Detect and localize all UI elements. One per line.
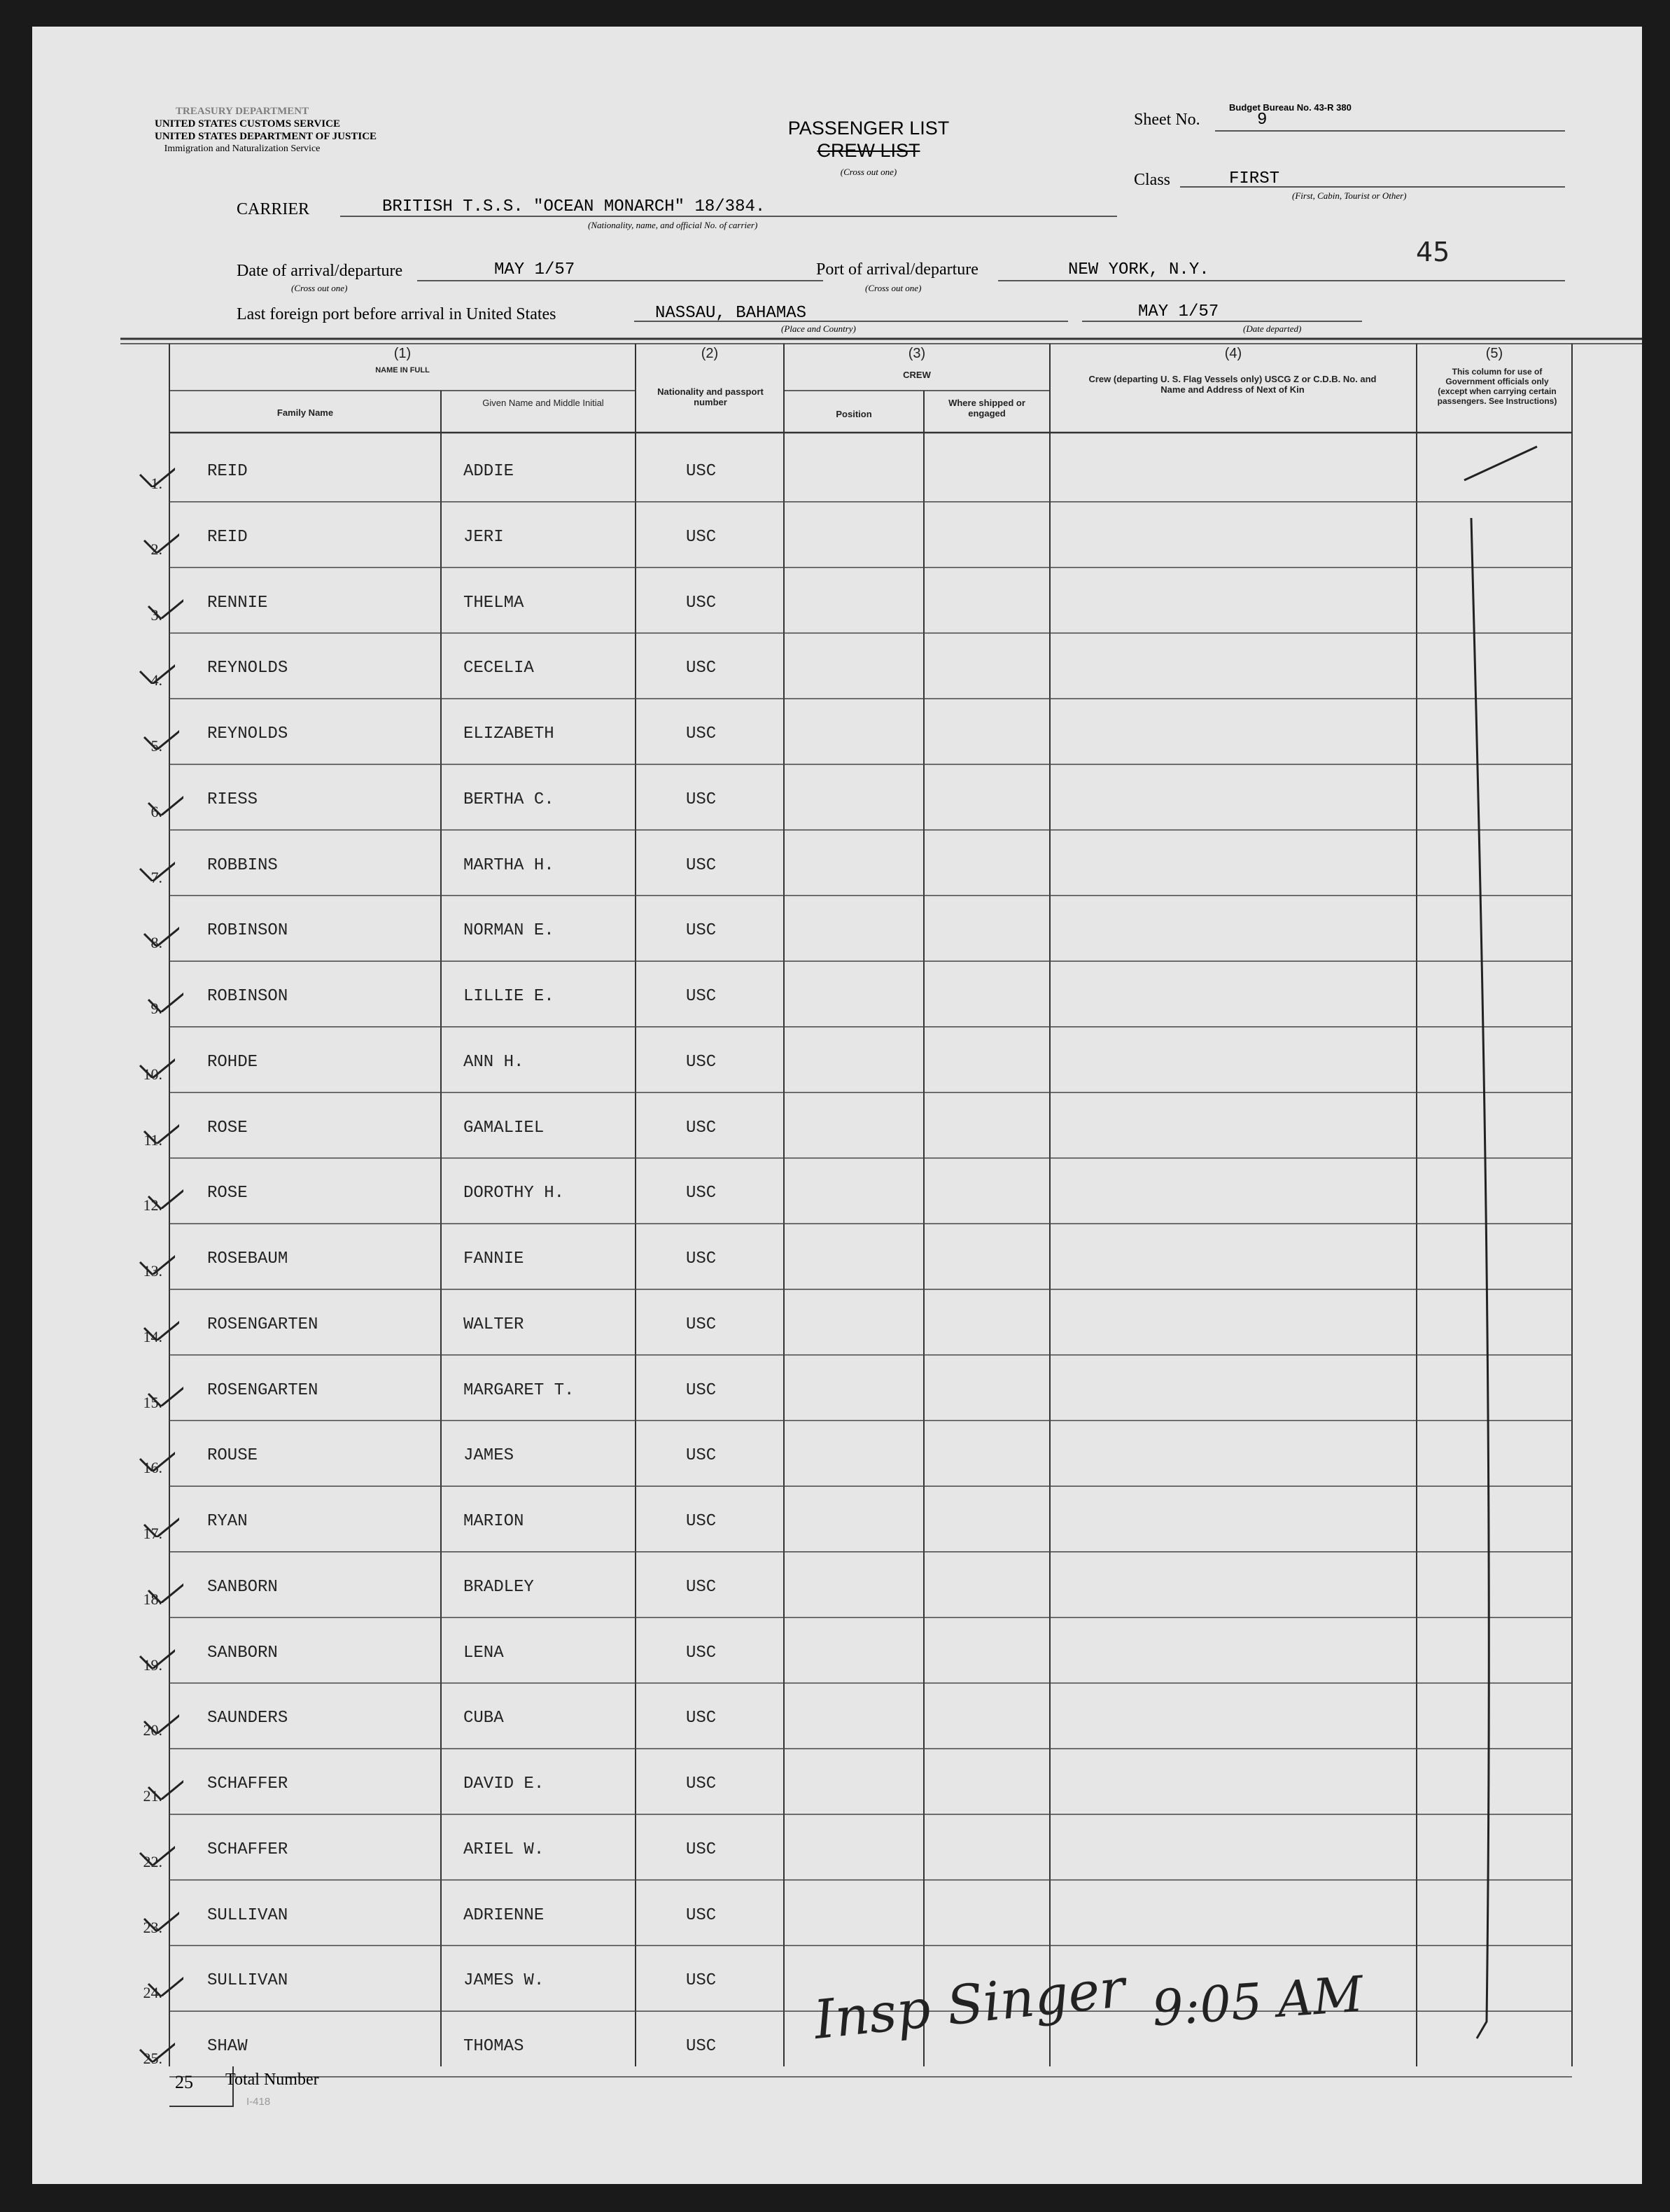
- family-name: REID: [207, 462, 248, 481]
- given-name: JAMES: [463, 1446, 514, 1466]
- row-number: 22.: [143, 1852, 162, 1870]
- last-port-label: Last foreign port before arrival in United States: [237, 305, 556, 323]
- family-name: SCHAFFER: [207, 1774, 288, 1793]
- given-name: JAMES W.: [463, 1971, 545, 1991]
- family-name: REYNOLDS: [207, 724, 288, 743]
- sheet-label: Sheet No.: [1134, 111, 1200, 129]
- row-number: 4.: [150, 671, 162, 690]
- given-name: ELIZABETH: [463, 724, 554, 743]
- agency-line-3: UNITED STATES DEPARTMENT OF JUSTICE: [155, 131, 377, 142]
- nationality: USC: [686, 462, 717, 481]
- date-arrival-label: Date of arrival/departure: [237, 262, 403, 280]
- given-name: DAVID E.: [463, 1774, 545, 1793]
- nationality: USC: [686, 1840, 717, 1859]
- family-name: SANBORN: [207, 1577, 278, 1597]
- family-name: RENNIE: [207, 593, 268, 612]
- nationality: USC: [686, 1315, 717, 1334]
- given-name: CECELIA: [463, 659, 534, 678]
- total-value: 25: [175, 2072, 193, 2092]
- carrier-label: CARRIER: [237, 200, 310, 218]
- row-number: 9.: [150, 1000, 162, 1017]
- class-label: Class: [1134, 171, 1171, 189]
- col2-title: Nationality and passport number: [657, 386, 764, 407]
- given-name: FANNIE: [463, 1250, 524, 1268]
- class-value: FIRST: [1229, 169, 1280, 188]
- row-number: 16.: [143, 1459, 162, 1477]
- row-number: 8.: [150, 934, 162, 952]
- nationality: USC: [686, 790, 717, 809]
- given-name: MARGARET T.: [463, 1380, 575, 1400]
- row-number: 13.: [143, 1262, 162, 1280]
- nationality: USC: [686, 987, 717, 1006]
- family-name: ROSE: [207, 1118, 248, 1138]
- col5-title: This column for use of Government officials only (except when carrying certain passengers. See Instructions): [1437, 367, 1557, 406]
- given-name: WALTER: [463, 1315, 524, 1334]
- nationality: USC: [686, 1512, 717, 1531]
- nationality: USC: [686, 1709, 717, 1728]
- given-name: NORMAN E.: [463, 921, 554, 941]
- row-number: 5.: [150, 737, 162, 755]
- nationality: USC: [686, 724, 717, 743]
- form-subtitle: CREW LIST: [817, 140, 920, 161]
- family-name: ROSENGARTEN: [207, 1315, 318, 1334]
- total-label: Total Number: [225, 2071, 319, 2089]
- family-name: SULLIVAN: [207, 1905, 288, 1925]
- given-name: THOMAS: [463, 2037, 524, 2056]
- last-port-hint: (Place and Country): [781, 323, 856, 334]
- given-name: BRADLEY: [463, 1577, 534, 1597]
- row-number: 24.: [143, 1984, 162, 2002]
- nationality: USC: [686, 1118, 717, 1138]
- col2-number: (2): [701, 346, 719, 361]
- given-name: THELMA: [463, 593, 524, 612]
- nationality: USC: [686, 1446, 717, 1466]
- sheet-value: 9: [1257, 111, 1268, 130]
- given-name: DOROTHY H.: [463, 1184, 565, 1203]
- col3a-title: Position: [836, 409, 872, 419]
- col3-title: CREW: [903, 370, 931, 380]
- column5-pen-marks: [32, 27, 1642, 2184]
- family-name: ROSEBAUM: [207, 1250, 288, 1268]
- nationality: USC: [686, 1577, 717, 1597]
- given-name: ANN H.: [463, 1052, 524, 1072]
- port-arrival-label: Port of arrival/departure: [816, 260, 978, 279]
- family-name: REID: [207, 527, 248, 547]
- family-name: ROSENGARTEN: [207, 1380, 318, 1400]
- family-name: SANBORN: [207, 1643, 278, 1662]
- row-number: 18.: [143, 1590, 162, 1608]
- family-name: ROBINSON: [207, 987, 288, 1006]
- nationality: USC: [686, 2037, 717, 2056]
- row-number: 7.: [150, 868, 162, 886]
- nationality: USC: [686, 527, 717, 547]
- nationality: USC: [686, 659, 717, 678]
- nationality: USC: [686, 1380, 717, 1400]
- row-number: 17.: [143, 1525, 162, 1542]
- inspection-time-note: 9:05 AM: [1150, 1965, 1366, 2038]
- family-name: SAUNDERS: [207, 1709, 288, 1728]
- given-name: MARION: [463, 1512, 524, 1531]
- given-name: MARTHA H.: [463, 855, 554, 875]
- row-number: 14.: [143, 1327, 162, 1345]
- family-name: SULLIVAN: [207, 1971, 288, 1991]
- family-name: ROSE: [207, 1184, 248, 1203]
- row-number: 12.: [143, 1196, 162, 1214]
- row-number: 3.: [150, 606, 162, 624]
- nationality: USC: [686, 1250, 717, 1268]
- carrier-value: BRITISH T.S.S. "OCEAN MONARCH" 18/384.: [382, 197, 766, 216]
- agency-line-1: TREASURY DEPARTMENT: [175, 106, 309, 117]
- row-number: 1.: [150, 475, 162, 492]
- family-name: ROBBINS: [207, 855, 278, 875]
- row-number: 23.: [143, 1918, 162, 1936]
- date-arrival-value: MAY 1/57: [494, 260, 575, 279]
- given-name: ADDIE: [463, 462, 514, 481]
- given-name: CUBA: [463, 1709, 504, 1728]
- agency-line-2: UNITED STATES CUSTOMS SERVICE: [155, 118, 340, 130]
- family-name: REYNOLDS: [207, 659, 288, 678]
- row-number: 6.: [150, 802, 162, 820]
- budget-bureau-number: Budget Bureau No. 43-R 380: [1229, 102, 1352, 113]
- col1b-title: Given Name and Middle Initial: [482, 398, 604, 408]
- col1-title: NAME IN FULL: [375, 366, 430, 374]
- nationality: USC: [686, 1971, 717, 1991]
- form-title-hint: (Cross out one): [840, 167, 897, 177]
- col3b-title: Where shipped or engaged: [948, 398, 1025, 419]
- row-number: 11.: [143, 1130, 162, 1149]
- port-arrival-hint: (Cross out one): [865, 283, 922, 293]
- given-name: LENA: [463, 1643, 504, 1662]
- given-name: ADRIENNE: [463, 1905, 545, 1925]
- nationality: USC: [686, 855, 717, 875]
- nationality: USC: [686, 1052, 717, 1072]
- form-number: I-418: [246, 2096, 271, 2108]
- row-number: 20.: [143, 1721, 162, 1740]
- date-departed-hint: (Date departed): [1243, 323, 1302, 334]
- inspector-signature: Insp Singer: [811, 1956, 1128, 2052]
- row-number: 19.: [143, 1656, 162, 1674]
- given-name: BERTHA C.: [463, 790, 554, 809]
- nationality: USC: [686, 1774, 717, 1793]
- family-name: RYAN: [207, 1512, 248, 1531]
- agency-line-4: Immigration and Naturalization Service: [164, 144, 321, 154]
- nationality: USC: [686, 1643, 717, 1662]
- given-name: LILLIE E.: [463, 987, 554, 1006]
- page-number: 45: [1416, 237, 1450, 267]
- col3-number: (3): [908, 346, 926, 361]
- row-number: 2.: [150, 540, 162, 558]
- family-name: SCHAFFER: [207, 1840, 288, 1859]
- form-title: PASSENGER LIST: [787, 118, 950, 139]
- nationality: USC: [686, 593, 717, 612]
- family-name: SHAW: [207, 2037, 248, 2056]
- row-number: 21.: [143, 1787, 162, 1805]
- col1a-title: Family Name: [276, 407, 334, 418]
- class-hint: (First, Cabin, Tourist or Other): [1292, 190, 1407, 201]
- family-name: RIESS: [207, 790, 258, 809]
- col5-number: (5): [1485, 346, 1503, 361]
- port-arrival-value: NEW YORK, N.Y.: [1068, 260, 1209, 279]
- given-name: ARIEL W.: [463, 1840, 545, 1859]
- date-departed-value: MAY 1/57: [1138, 302, 1219, 321]
- given-name: JERI: [463, 527, 504, 547]
- passenger-list-form: [32, 27, 1642, 2184]
- col1-number: (1): [393, 346, 412, 361]
- family-name: ROHDE: [207, 1052, 258, 1072]
- col4-number: (4): [1224, 346, 1242, 361]
- nationality: USC: [686, 1905, 717, 1925]
- carrier-hint: (Nationality, name, and official No. of carrier): [588, 220, 758, 230]
- given-name: GAMALIEL: [463, 1118, 545, 1138]
- family-name: ROBINSON: [207, 921, 288, 941]
- row-number: 25.: [143, 2050, 162, 2067]
- row-number: 15.: [143, 1393, 162, 1411]
- row-number: 10.: [143, 1065, 162, 1083]
- date-arrival-hint: (Cross out one): [291, 283, 348, 293]
- nationality: USC: [686, 921, 717, 941]
- family-name: ROUSE: [207, 1446, 258, 1466]
- last-port-value: NASSAU, BAHAMAS: [655, 304, 807, 323]
- col4-title: Crew (departing U. S. Flag Vessels only) USCG Z or C.D.B. No. and Name and Address of Next of Kin: [1088, 374, 1377, 395]
- nationality: USC: [686, 1184, 717, 1203]
